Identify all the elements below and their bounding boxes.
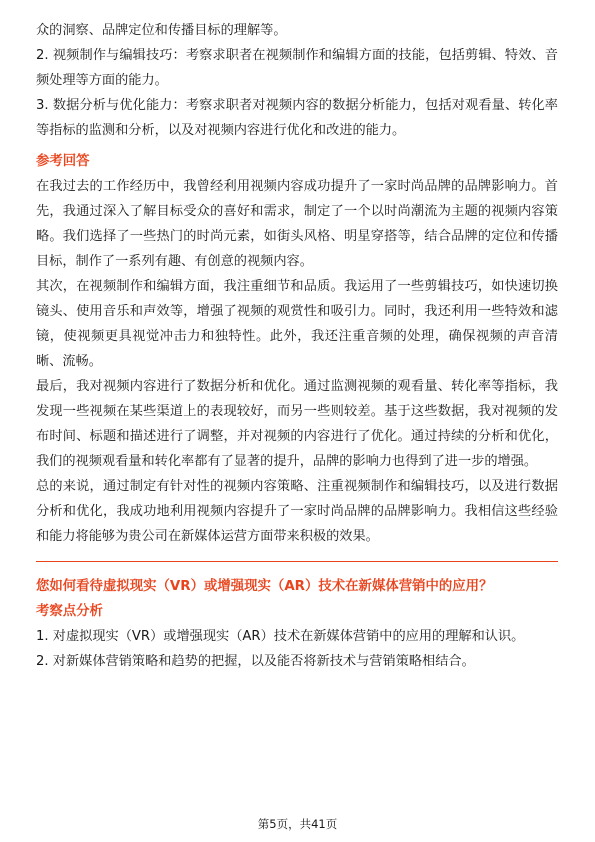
reference-paragraph-2: 其次，在视频制作和编辑方面，我注重细节和品质。我运用了一些剪辑技巧，如快速切换镜头、使用音乐和声效等，增强了视频的观赏性和吸引力。同时，我还利用一些特效和滤镜，使视频更具视觉冲击力和独特性。此外，我还注重音频的处理，确保视频的声音清晰、流畅。 (36, 279, 558, 369)
analysis-paragraph-1: 1. 对虚拟现实（VR）或增强现实（AR）技术在新媒体营销中的应用的理解和认识。 (36, 629, 525, 644)
intro-paragraph-1: 众的洞察、品牌定位和传播目标的理解等。 (36, 23, 287, 38)
intro-paragraph-3: 3. 数据分析与优化能力：考察求职者对视频内容的数据分析能力，包括对观看量、转化率等指标的监测和分析，以及对视频内容进行优化和改进的能力。 (36, 98, 558, 138)
reference-paragraph-1: 在我过去的工作经历中，我曾经利用视频内容成功提升了一家时尚品牌的品牌影响力。首先，我通过深入了解目标受众的喜好和需求，制定了一个以时尚潮流为主题的视频内容策略。我们选择了一些热门的时尚元素，如街头风格、明星穿搭等，结合品牌的定位和传播目标，制作了一系列有趣、有创意的视频内容。 (36, 179, 558, 269)
reference-paragraph-3: 最后，我对视频内容进行了数据分析和优化。通过监测视频的观看量、转化率等指标，我发现一些视频在某些渠道上的表现较好，而另一些则较差。基于这些数据，我对视频的发布时间、标题和描述进行了调整，并对视频的内容进行了优化。通过持续的分析和优化，我们的视频观看量和转化率都有了显著的提升，品牌的影响力也得到了进一步的增强。 (36, 379, 558, 469)
intro-paragraph-2: 2. 视频制作与编辑技巧：考察求职者在视频制作和编辑方面的技能，包括剪辑、特效、音频处理等方面的能力。 (36, 48, 558, 88)
reference-answer-heading: 参考回答 (36, 154, 90, 169)
analysis-heading: 考察点分析 (36, 604, 103, 619)
page-number-footer: 第5页，共41页 (257, 817, 338, 831)
question-heading: 您如何看待虚拟现实（VR）或增强现实（AR）技术在新媒体营销中的应用？ (36, 561, 558, 599)
page-content (36, 18, 558, 674)
analysis-paragraph-2: 2. 对新媒体营销策略和趋势的把握，以及能否将新技术与营销策略相结合。 (36, 654, 475, 669)
reference-paragraph-4: 总的来说，通过制定有针对性的视频内容策略、注重视频制作和编辑技巧，以及进行数据分析和优化，我成功地利用视频内容提升了一家时尚品牌的品牌影响力。我相信这些经验和能力将能够为贵公司在新媒体运营方面带来积极的效果。 (36, 479, 558, 544)
